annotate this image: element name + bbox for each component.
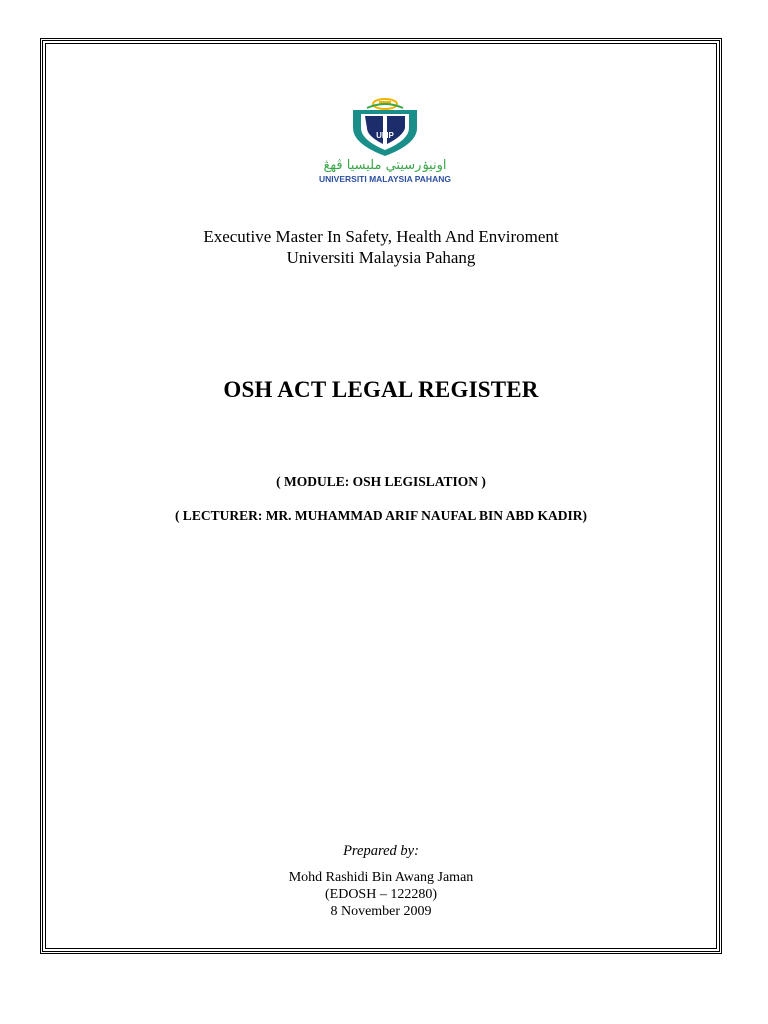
logo-arabic-text: اونيۏرسيتي مليسيا ڤهڠ [323, 158, 447, 173]
document-page [40, 38, 722, 954]
ump-logo-icon [295, 96, 475, 186]
logo-name-text: UNIVERSITI MALAYSIA PAHANG [319, 174, 451, 184]
document-date: 8 November 2009 [330, 904, 432, 919]
author-name: Mohd Rashidi Bin Awang Jaman [288, 870, 474, 885]
program-title: Executive Master In Safety, Health And Enviroment [203, 227, 559, 246]
logo-badge-text: UMP [376, 131, 394, 140]
university-name: Universiti Malaysia Pahang [286, 248, 476, 267]
student-id: (EDOSH – 122280) [325, 887, 437, 902]
module-line: ( MODULE: OSH LEGISLATION ) [276, 474, 486, 489]
prepared-by-label: Prepared by: [343, 843, 419, 859]
document-title: OSH ACT LEGAL REGISTER [223, 377, 539, 402]
lecturer-line: ( LECTURER: MR. MUHAMMAD ARIF NAUFAL BIN ABD KADIR) [174, 508, 588, 523]
university-logo [295, 96, 475, 186]
